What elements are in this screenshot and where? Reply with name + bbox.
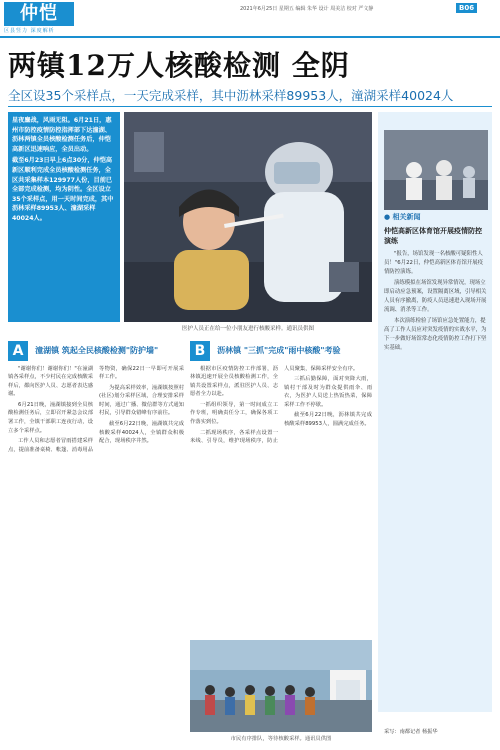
sidebar-paragraph: "报告，场馆发现一名核酸可疑阳性人员！"6月22日，仲恺高新区体育馆开展疫情防控演练。 <box>384 251 484 275</box>
masthead-divider <box>0 36 500 38</box>
article-paragraph: "谢谢你们！谢谢你们！"在潼湖镇各采样点，不少村民在完成核酸采样后，都向医护人员、志愿者表达感谢。 <box>8 365 93 398</box>
sidebar-byline: 采写：南都记者 杨振华 <box>384 729 438 735</box>
article-a-dropcap: A <box>8 341 28 361</box>
sidebar-paragraph: 本次演练检验了场馆应急处置能力，提高了工作人员应对突发疫情的实战水平，为下一步做好场馆常态化疫情防控工作打下坚实基础。 <box>384 318 487 351</box>
main-photo-caption: 医护人员正在给一位小朋友进行核酸采样。通讯员供图 <box>181 326 314 332</box>
article-paragraph: 根据市区疫情防控工作部署，沥林镇迅速开展全员核酸检测工作，全镇共设置采样点，派驻医护人员、志愿者全力以赴。 <box>190 365 278 398</box>
article-paragraph: 工作人员和志愿者冒雨搭建采样点，提前准备桌椅、帐篷、消毒用品等物资，确保22日一早即可开展采样工作。 <box>8 365 184 453</box>
sidebar-section-heading: ● 相关新闻 <box>384 213 421 221</box>
article-paragraph: 三抓后勤保障，面对突降大雨，镇村干部及时为群众提供雨伞、雨衣，为医护人员送上热饭热菜，保障采样工作不停歇。 <box>284 376 372 408</box>
lead-paragraph: 星夜鏖战，风雨无阻。6月21日，惠州市防控疫情防控指挥部下达潼湖、沥林两镇全员核酸检测任务后，仲恺高新区迅速响应，全员出动。 <box>12 117 112 153</box>
sidebar-article-title: 仲恺高新区体育馆开展疫情防控演练 <box>384 227 482 245</box>
section-tagline: 区县竖力 深度解析 <box>4 28 55 34</box>
article-paragraph: 6月21日晚，潼湖镇接到全员核酸检测任务后，立即召开紧急会议部署工作，全镇干部职工连夜行动，设立多个采样点。 <box>8 401 93 434</box>
queue-photo-caption: 市民有序排队，等待核酸采样。通讯员供图 <box>230 736 332 742</box>
page-subheadline: 全区设35个采样点，一天完成采样，其中沥林采样89953人，潼湖采样40024人 <box>8 88 454 103</box>
masthead <box>0 0 500 36</box>
article-paragraph: 二抓现场秩序，各采样点设置一米线、引导员，维护现场秩序，防止人员聚集，保障采样安全有序。 <box>190 365 359 445</box>
testing-scene-illustration <box>124 112 372 322</box>
page-number-badge: B06 <box>456 3 477 13</box>
queue-scene-illustration <box>190 640 372 732</box>
main-photo <box>124 112 372 322</box>
sidebar-photo <box>384 130 488 210</box>
stadium-drill-illustration <box>384 130 488 210</box>
dateline: 2021年6月25日 星期五 编辑 朱华 设计 周美洁 校对 严文静 <box>240 6 374 12</box>
headline-divider <box>8 106 492 107</box>
article-b <box>190 340 372 446</box>
queue-photo <box>190 640 372 732</box>
sidebar-article-body <box>384 250 488 355</box>
article-a-body <box>8 365 184 455</box>
article-paragraph: 一抓组织领导，第一时间成立工作专班，明确责任分工，确保各项工作落实到位。 <box>190 401 278 426</box>
lead-box <box>8 112 120 322</box>
page-headline: 两镇12万人核酸检测 全阴 <box>8 49 350 82</box>
article-a-header <box>8 340 184 361</box>
lead-paragraph: 截至6月23日早上6点30分，仲恺高新区顺利完成全员核酸检测任务，全区共采集样本129977人份，目前已全部完成检测，均为阴性。全区设立35个采样点，用一天时间完成，其中沥林采样89953人、潼湖采样40024人。 <box>12 157 114 222</box>
section-logo: 仲恺 <box>4 2 74 26</box>
article-a-title: 潼湖镇 筑起全民核酸检测"防护墙" <box>35 346 159 355</box>
article-paragraph: 截至6月22日晚，沥林镇共完成核酸采样89953人，圆满完成任务。 <box>284 412 372 428</box>
article-b-title: 沥林镇 "三抓"完成"雨中核酸"考验 <box>217 346 341 355</box>
article-b-body <box>190 365 372 446</box>
sidebar-paragraph: 演练模拟在场馆发现异常情况，现场立即启动应急预案，设置隔离区域，引导相关人员有序撤离，防疫人员迅速进入现场开展流调、消杀等工作。 <box>384 280 487 313</box>
article-b-header <box>190 340 372 361</box>
article-paragraph: 为提高采样效率，潼湖镇按照村(社区)划分采样区域，合理安排采样时间，通过广播、微信群等方式通知村民，引导群众错峰有序前往。 <box>99 384 184 417</box>
article-a <box>8 340 184 454</box>
article-paragraph: 截至6月22日晚，潼湖镇共完成核酸采样40024人，全镇群众积极配合，现场秩序井然。 <box>99 421 184 445</box>
article-b-dropcap: B <box>190 341 210 361</box>
